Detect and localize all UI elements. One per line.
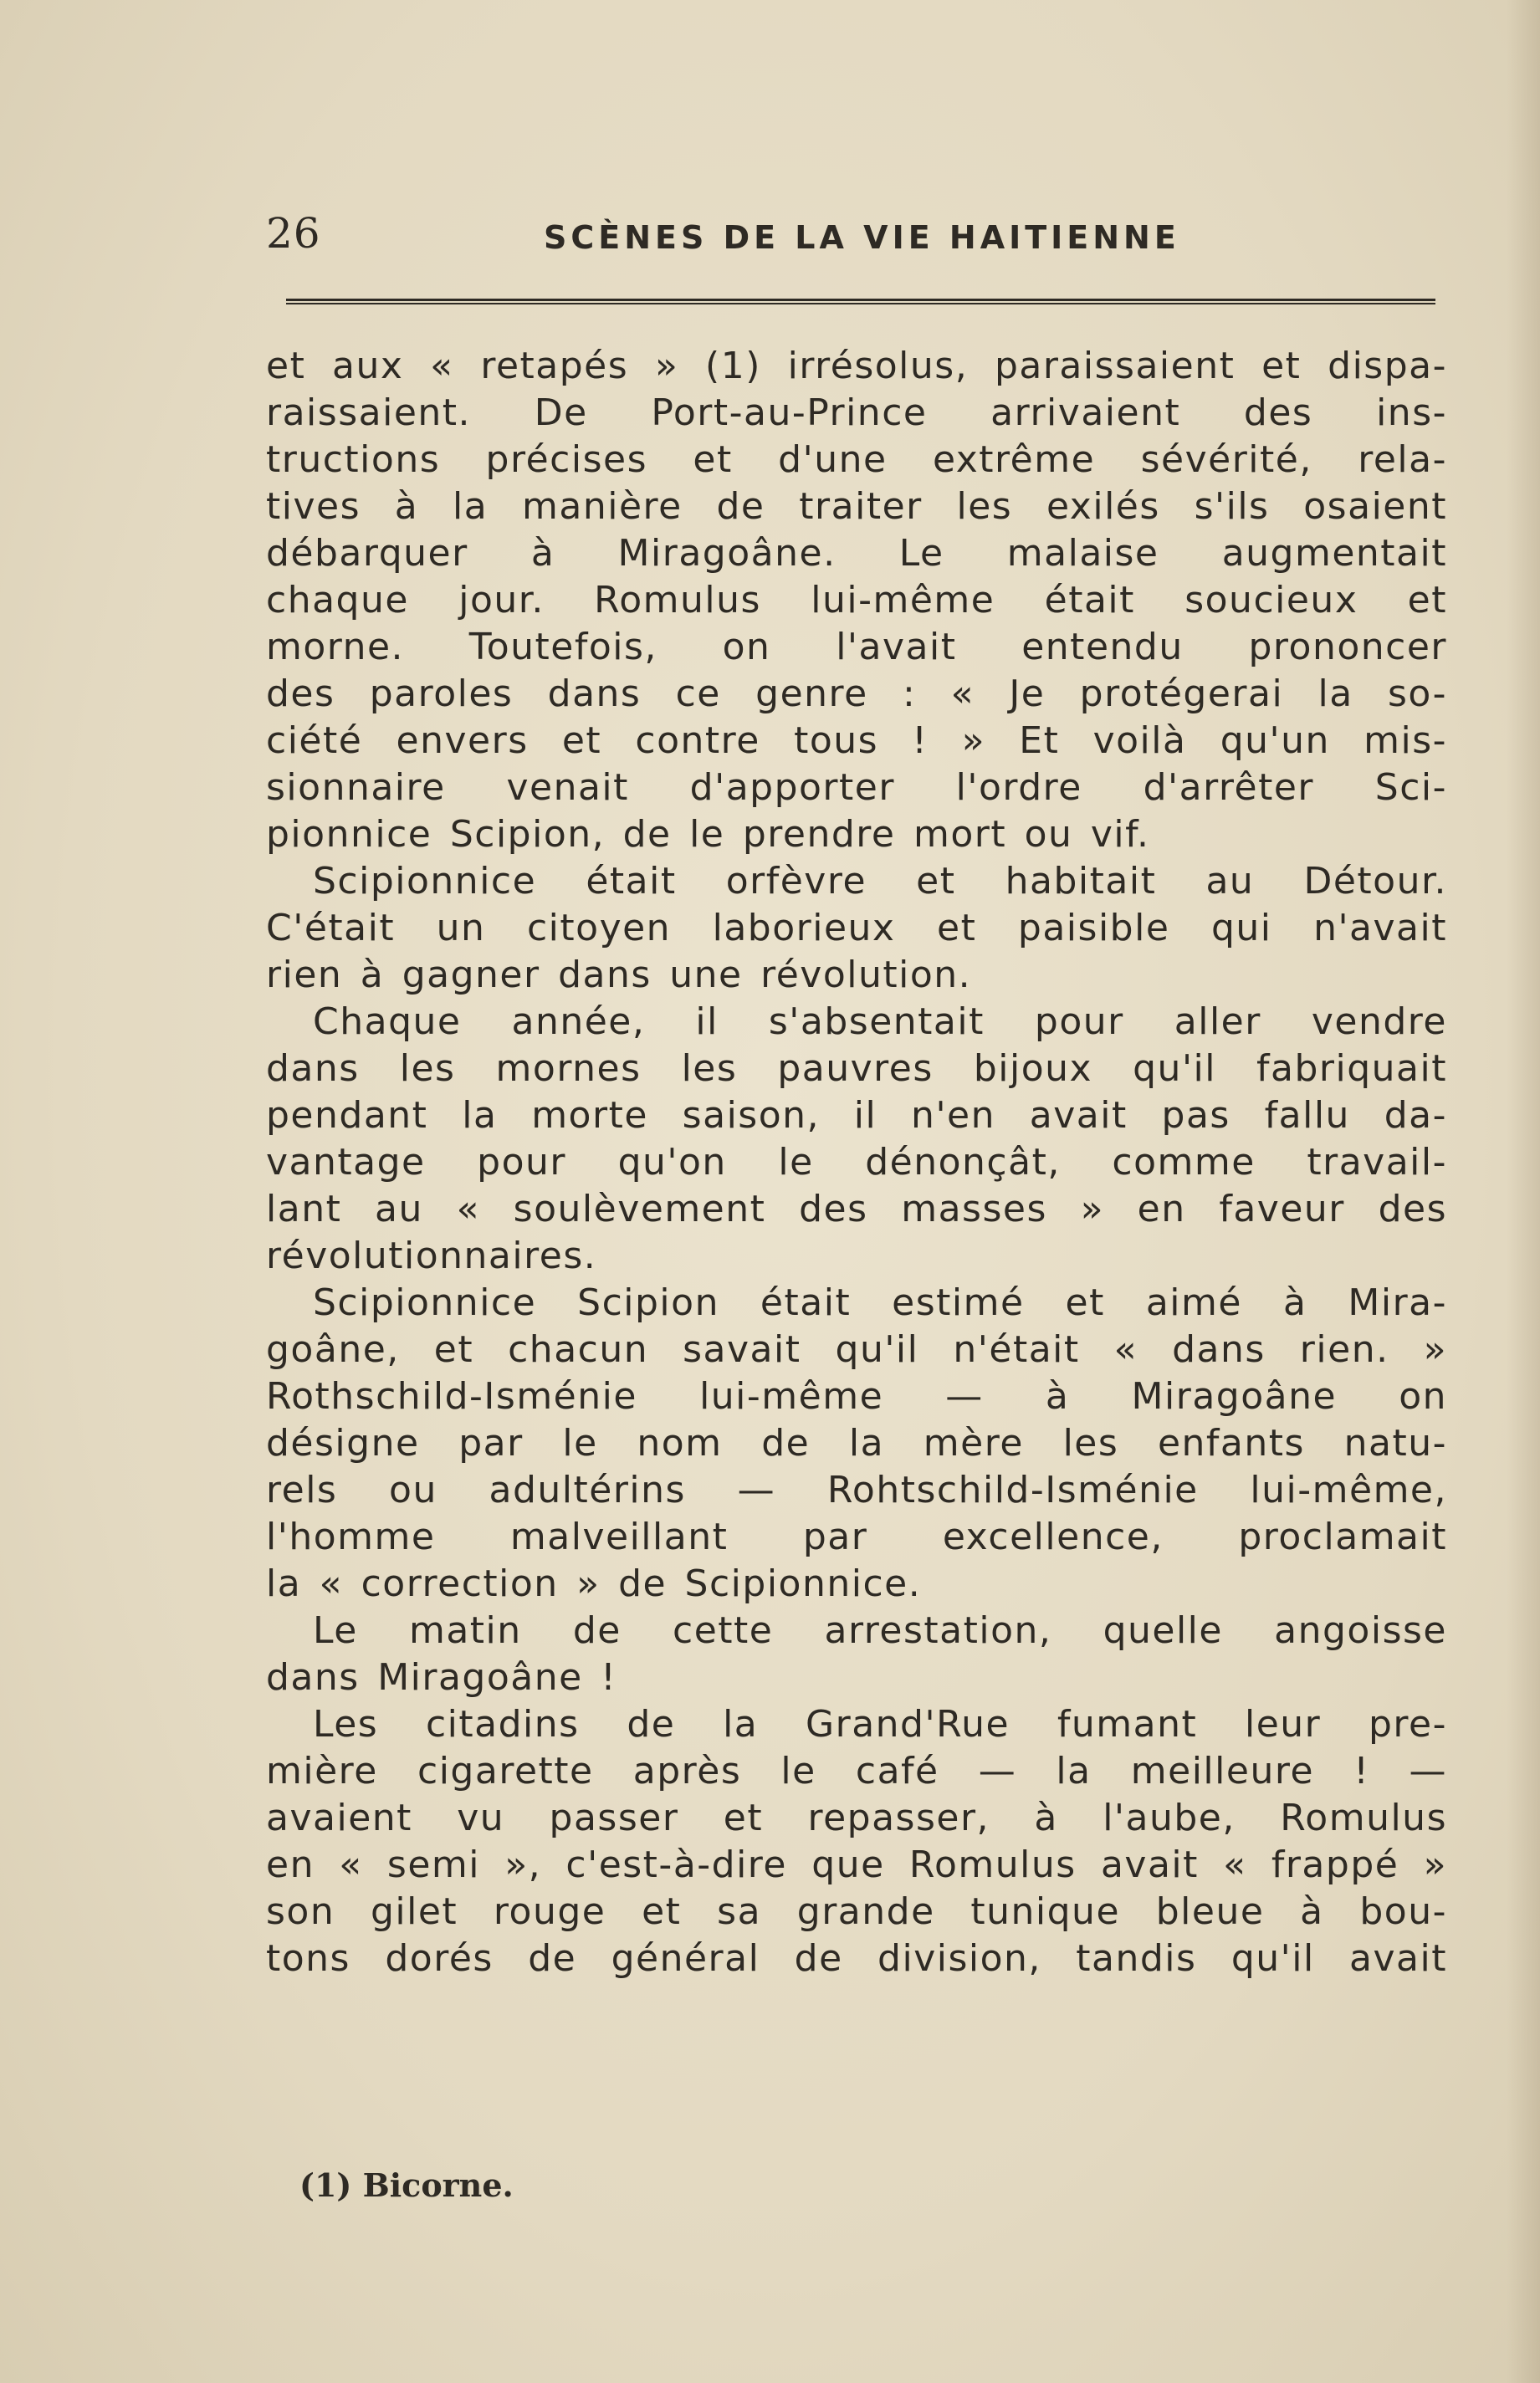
paragraph-line bbox=[266, 1327, 1447, 1373]
text-line: pionnice Scipion, de le prendre mort ou vif. bbox=[266, 813, 1150, 856]
paragraph-line bbox=[266, 1795, 1447, 1842]
text-line: l'homme malveillant par excellence, proclamait bbox=[266, 1516, 1447, 1558]
paragraph-line bbox=[266, 1561, 1447, 1608]
text-line: dans les mornes les pauvres bijoux qu'il fabriquait bbox=[266, 1047, 1447, 1090]
text-line: Les citadins de la Grand'Rue fumant leur pre- bbox=[313, 1703, 1447, 1746]
paragraph-line bbox=[266, 1842, 1447, 1889]
text-line: lant au « soulèvement des masses » en faveur des bbox=[266, 1188, 1447, 1230]
text-line: en « semi », c'est-à-dire que Romulus avait « frappé » bbox=[266, 1844, 1447, 1886]
paragraph-line bbox=[266, 1889, 1447, 1936]
text-line: sionnaire venait d'apporter l'ordre d'arrêter Sci- bbox=[266, 766, 1447, 809]
text-line: mière cigarette après le café — la meilleure ! — bbox=[266, 1750, 1447, 1792]
footnote: (1) Bicorne. bbox=[299, 2166, 514, 2204]
paragraph-line bbox=[266, 765, 1447, 811]
page-number: 26 bbox=[266, 209, 321, 258]
text-line: désigne par le nom de la mère les enfants natu- bbox=[266, 1422, 1447, 1465]
paragraph-line bbox=[266, 999, 1447, 1046]
text-line: tructions précises et d'une extrême sévérité, rela- bbox=[266, 438, 1447, 481]
paragraph-line bbox=[266, 671, 1447, 718]
text-line: révolutionnaires. bbox=[266, 1235, 597, 1277]
text-line: pendant la morte saison, il n'en avait pas fallu da- bbox=[266, 1094, 1447, 1137]
text-line: rels ou adultérins — Rohtschild-Isménie lui-même, bbox=[266, 1469, 1447, 1511]
paragraph-line bbox=[266, 530, 1447, 577]
paragraph-line bbox=[266, 1654, 1447, 1701]
text-line: tives à la manière de traiter les exilés s'ils osaient bbox=[266, 485, 1447, 528]
header-rule bbox=[286, 299, 1435, 304]
text-line: vantage pour qu'on le dénonçât, comme travail- bbox=[266, 1141, 1447, 1184]
paragraph-line bbox=[266, 718, 1447, 765]
text-line: chaque jour. Romulus lui-même était soucieux et bbox=[266, 579, 1447, 621]
paragraph bbox=[266, 343, 1447, 390]
text-line: Rothschild-Isménie lui-même — à Miragoâne on bbox=[266, 1375, 1447, 1418]
paragraph-line bbox=[266, 1467, 1447, 1514]
paragraph-line bbox=[266, 390, 1447, 437]
text-line: Chaque année, il s'absentait pour aller vendre bbox=[313, 1000, 1447, 1043]
text-line: et aux « retapés » (1) irrésolus, paraissaient et dispa- bbox=[266, 345, 1447, 387]
paragraph-line bbox=[266, 1092, 1447, 1139]
text-line: dans Miragoâne ! bbox=[266, 1656, 617, 1699]
paragraph-line bbox=[266, 1373, 1447, 1420]
paragraph-line bbox=[266, 624, 1447, 671]
text-line: avaient vu passer et repasser, à l'aube, Romulus bbox=[266, 1797, 1447, 1839]
paragraph-line bbox=[266, 811, 1447, 858]
paragraph-line bbox=[266, 437, 1447, 483]
paragraph-line bbox=[266, 1186, 1447, 1233]
text-line: débarquer à Miragoâne. Le malaise augmentait bbox=[266, 532, 1447, 575]
paragraph-line bbox=[266, 483, 1447, 530]
paragraph-line bbox=[266, 1514, 1447, 1561]
text-line: C'était un citoyen laborieux et paisible qui n'avait bbox=[266, 907, 1447, 949]
paragraph-line bbox=[266, 952, 1447, 999]
text-line: goâne, et chacun savait qu'il n'était « dans rien. » bbox=[266, 1328, 1447, 1371]
paragraph-line bbox=[266, 1046, 1447, 1092]
paragraph-line bbox=[266, 1280, 1447, 1327]
text-line: morne. Toutefois, on l'avait entendu prononcer bbox=[266, 626, 1447, 668]
page-edge-shadow bbox=[1507, 0, 1540, 2383]
paragraph-line bbox=[266, 1608, 1447, 1654]
text-line: la « correction » de Scipionnice. bbox=[266, 1562, 922, 1605]
paragraph-line bbox=[266, 905, 1447, 952]
text-line: rien à gagner dans une révolution. bbox=[266, 954, 972, 996]
text-line: Scipionnice Scipion était estimé et aimé à Mira- bbox=[313, 1281, 1447, 1324]
text-line: Scipionnice était orfèvre et habitait au Détour. bbox=[313, 860, 1447, 903]
paragraph-line bbox=[266, 1139, 1447, 1186]
text-line: ciété envers et contre tous ! » Et voilà qu'un mis- bbox=[266, 719, 1447, 762]
paragraph-line bbox=[266, 858, 1447, 905]
text-line: raissaient. De Port-au-Prince arrivaient des ins- bbox=[266, 391, 1447, 434]
running-title: SCÈNES DE LA VIE HAITIENNE bbox=[544, 219, 1180, 256]
paragraph-line bbox=[266, 1420, 1447, 1467]
text-line: son gilet rouge et sa grande tunique bleue à bou- bbox=[266, 1890, 1447, 1933]
body-text bbox=[266, 343, 1447, 1982]
text-line: Le matin de cette arrestation, quelle angoisse bbox=[313, 1609, 1447, 1652]
paragraph-line bbox=[266, 577, 1447, 624]
paragraph-line bbox=[266, 1748, 1447, 1795]
text-line: des paroles dans ce genre : « Je protégerai la so- bbox=[266, 672, 1447, 715]
paragraph-line bbox=[266, 1233, 1447, 1280]
paragraph-line bbox=[266, 1936, 1447, 1982]
paragraph-line bbox=[266, 1701, 1447, 1748]
text-line: tons dorés de général de division, tandis qu'il avait bbox=[266, 1937, 1447, 1980]
